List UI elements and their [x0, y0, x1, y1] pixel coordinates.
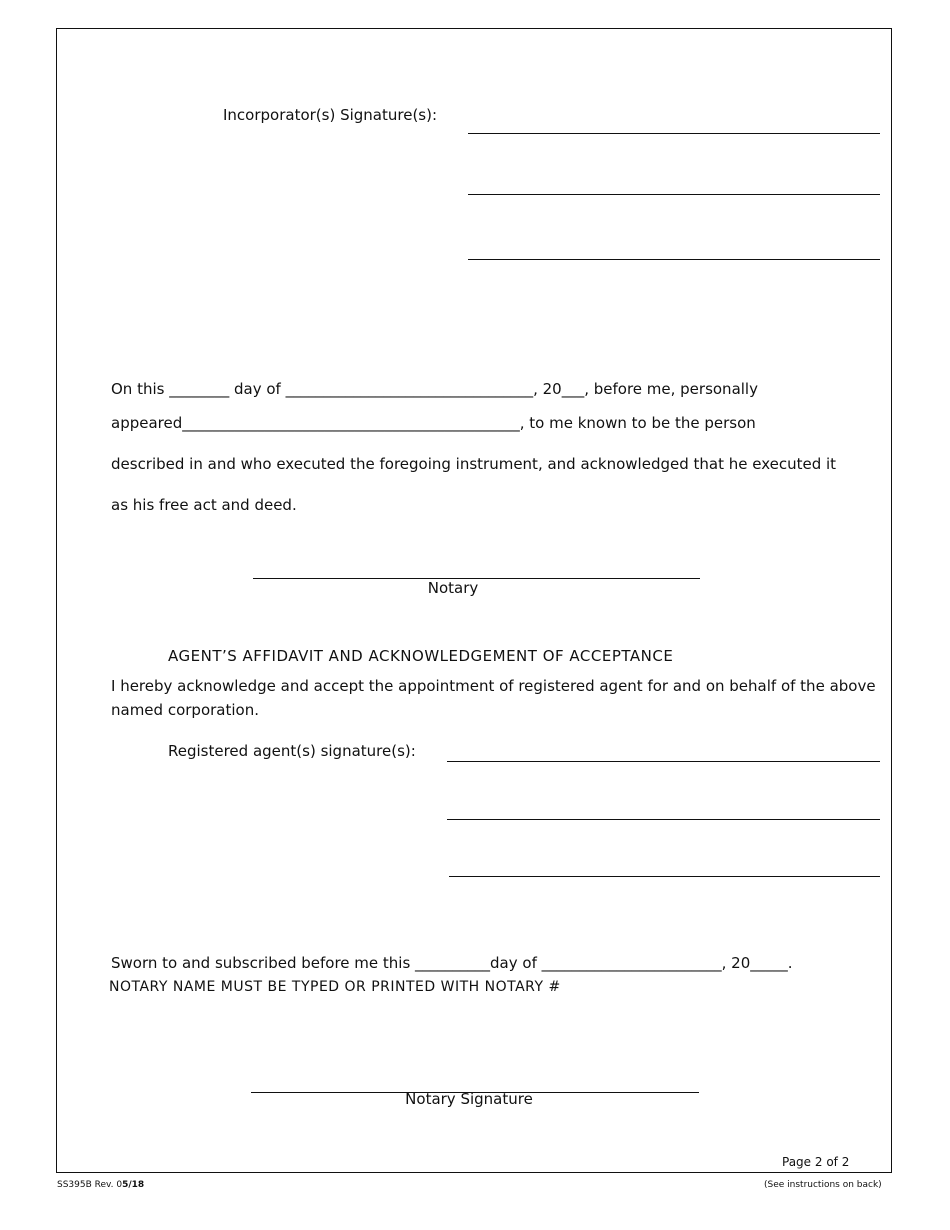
registered-agent-signature-line-2[interactable] — [447, 819, 880, 820]
registered-agent-signature-label: Registered agent(s) signature(s): — [168, 742, 416, 760]
acknowledgment-line-1: On this ________ day of _________________________________, 20___, before me, personally — [111, 380, 758, 398]
acknowledgment-line-4: as his free act and deed. — [111, 496, 297, 514]
acknowledgment-line-2: appeared_____________________________________________, to me known to be the person — [111, 414, 756, 432]
incorporator-signature-label: Incorporator(s) Signature(s): — [223, 106, 438, 124]
agent-affidavit-heading: AGENT’S AFFIDAVIT AND ACKNOWLEDGEMENT OF ACCEPTANCE — [168, 647, 674, 665]
notary-name-note: NOTARY NAME MUST BE TYPED OR PRINTED WITH NOTARY # — [109, 979, 561, 995]
registered-agent-signature-line-3[interactable] — [449, 876, 880, 877]
instructions-note: (See instructions on back) — [764, 1180, 882, 1190]
acknowledgment-line-3: described in and who executed the foregoing instrument, and acknowledged that he executed it — [111, 455, 837, 473]
registered-agent-signature-line-1[interactable] — [447, 761, 880, 762]
incorporator-signature-line-3[interactable] — [468, 259, 880, 260]
notary-signature-label: Notary Signature — [405, 1090, 533, 1108]
agent-affidavit-text-line-1: I hereby acknowledge and accept the appointment of registered agent for and on behalf of the above — [111, 677, 876, 695]
agent-affidavit-text-line-2: named corporation. — [111, 701, 259, 719]
form-border — [56, 28, 892, 1173]
sworn-statement: Sworn to and subscribed before me this __________day of ________________________, 20_____. — [111, 954, 793, 972]
page-number: Page 2 of 2 — [782, 1155, 850, 1169]
form-code — [57, 1180, 144, 1191]
incorporator-signature-line-1[interactable] — [468, 133, 880, 134]
form-code-prefix: SS395B Rev. 0 — [57, 1180, 123, 1190]
incorporator-signature-line-2[interactable] — [468, 194, 880, 195]
form-code-revision: 5/18 — [122, 1180, 145, 1190]
notary-label: Notary — [427, 579, 479, 597]
